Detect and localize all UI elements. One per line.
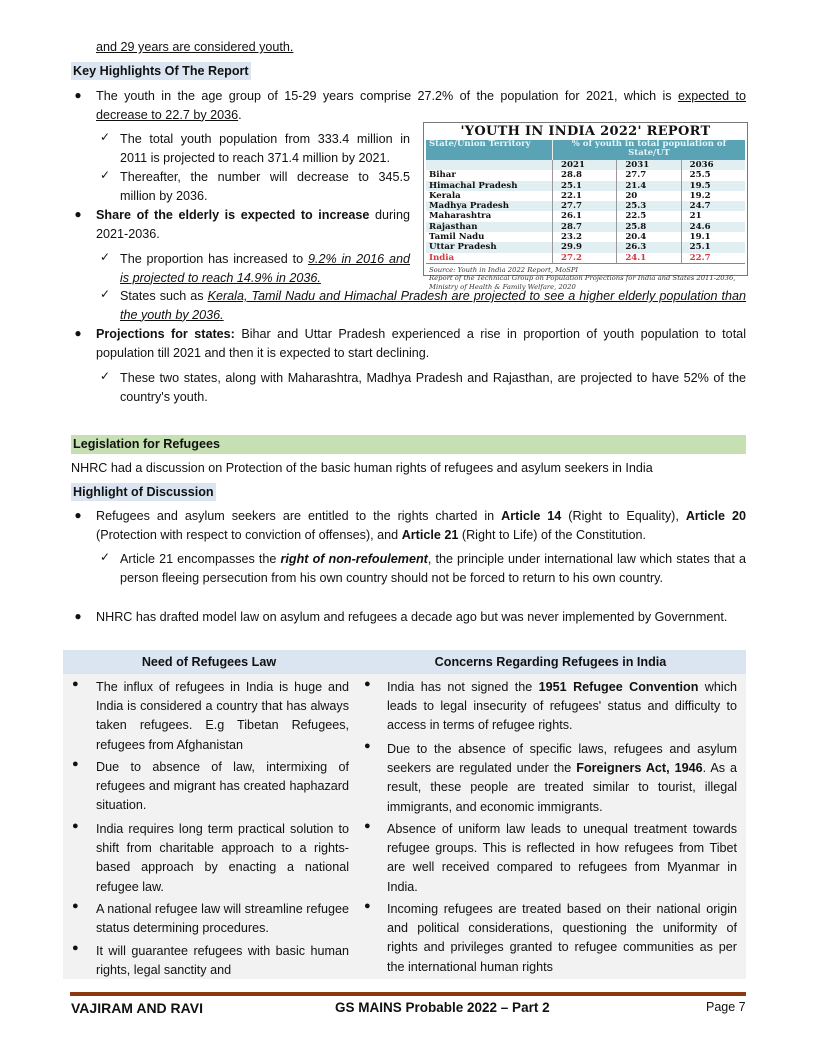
bullet-icon: ● — [72, 942, 79, 954]
intro-line: and 29 years are considered youth. — [96, 40, 294, 54]
refugees-bullet-articles: Refugees and asylum seekers are entitled to the rights charted in Article 14 (Right to Equality), Article 20 (Protection with respect to conviction of offenses), and Article 21 (Right to Life) of the Constitution. — [96, 509, 747, 542]
youth-percent-value: 23.2 — [552, 232, 616, 242]
check-icon: ✓ — [100, 130, 111, 144]
bullet-icon: ● — [364, 678, 371, 690]
state-name: Rajasthan — [429, 221, 478, 232]
youth-percent-value: 22.5 — [616, 211, 680, 221]
youth-table-header — [426, 140, 745, 160]
youth-table-title: 'YOUTH IN INDIA 2022' REPORT — [460, 124, 711, 139]
youth-percent-value: 25.8 — [616, 222, 680, 232]
footer-brand: VAJIRAM AND RAVI — [71, 1000, 203, 1016]
youth-table-row — [426, 253, 745, 263]
refugees-intro: NHRC had a discussion on Protection of the basic human rights of refugees and asylum seekers in India — [71, 461, 653, 475]
youth-percent-value: 25.1 — [681, 242, 745, 252]
check-icon: ✓ — [100, 287, 111, 301]
refugees-table-header — [63, 650, 746, 674]
youth-percent-value: 21.4 — [616, 181, 680, 191]
state-name: Bihar — [429, 170, 456, 181]
highlight-bullet-elderly: Share of the elderly is expected to increase during 2021-2036. — [96, 208, 410, 241]
col-header-concerns: Concerns Regarding Refugees in India — [434, 655, 667, 669]
youth-percent-value: 25.5 — [681, 170, 745, 180]
bullet-icon: ● — [72, 900, 79, 912]
youth-percent-value: 19.1 — [681, 232, 745, 242]
highlight-bullet-1: The youth in the age group of 15-29 years comprise 27.2% of the population for 2021, which is expected to decrease to 22.7 by 2036. — [96, 89, 746, 122]
youth-percent-value: 21 — [681, 211, 745, 221]
youth-percent-value: 28.8 — [552, 170, 616, 180]
youth-percent-value: 19.5 — [681, 181, 745, 191]
youth-percent-value: 27.7 — [616, 170, 680, 180]
youth-percent-value: 29.9 — [552, 242, 616, 252]
bullet-icon: ● — [72, 758, 79, 770]
youth-table-row — [426, 232, 745, 242]
state-name: India — [429, 252, 455, 263]
youth-percent-value: 19.2 — [681, 191, 745, 201]
youth-table-row — [426, 170, 745, 180]
state-name: Himachal Pradesh — [429, 180, 518, 191]
highlight-of-discussion-heading: Highlight of Discussion — [73, 485, 214, 499]
sub-point-youth-population: The total youth population from 333.4 million in 2011 is projected to reach 371.4 million by 2021. — [120, 132, 410, 165]
check-icon: ✓ — [100, 369, 111, 383]
bullet-icon: ● — [72, 678, 79, 690]
bullet-icon: ● — [74, 609, 82, 623]
year-header: 2021 — [552, 160, 616, 170]
youth-percent-value: 25.1 — [552, 181, 616, 191]
youth-percent-value: 26.1 — [552, 211, 616, 221]
footer-title: GS MAINS Probable 2022 – Part 2 — [335, 1000, 550, 1015]
state-name: Maharashtra — [429, 211, 492, 222]
youth-percent-value: 22.7 — [681, 253, 745, 263]
youth-percent-value: 20.4 — [616, 232, 680, 242]
youth-in-india-table — [423, 122, 748, 291]
key-highlights-heading: Key Highlights Of The Report — [73, 64, 249, 78]
refugees-bullet-nhrc-model-law: NHRC has drafted model law on asylum and refugees a decade ago but was never implemented by Government. — [96, 610, 728, 624]
youth-percent-value: 20 — [616, 191, 680, 201]
year-header: 2031 — [616, 160, 680, 170]
bullet-icon: ● — [74, 508, 82, 522]
refugees-table-body: ● The influx of refugees in India is huge and India is considered a country that has always taken refugees. E.g Tibetan Refugees, refugees from Afghanistan ● Due to absence of law, intermixing of refugees and migrant has created haphazard situation. ● India requires long term practical solution to shift from charitable approach to a rights-based approach by enacting a national refugee law. ● A national refugee law will streamline refugee status determining procedures. ● It will guarantee refugees with basic human rights, legal sanctity and ● India has not signed the 1951 Refugee Convention which leads to legal insecurity of refugees' status and difficulty to access in terms of refugee rights. ● Due to the absence of specific laws, refugees and asylum seekers are regulated under the Foreigners Act, 1946. As a result, these people are treated similar to tourist, illegal immigrants, and economic immigrants. ● Absence of uniform law leads to unequal treatment towards refugee groups. This is reflected in how refugees from Tibet are well received compared to refugees from Myanmar in India. ● Incoming refugees are treated based on their national origin and political considerations, questioning the uniformity of rights and privileges granted to refugee communities as per the international human rights — [63, 674, 746, 979]
youth-percent-value: 24.7 — [681, 201, 745, 211]
youth-table-col-group: % of youth in total population of State/UT — [552, 140, 745, 160]
youth-table-row — [426, 191, 745, 201]
youth-table-row — [426, 211, 745, 221]
youth-percent-value: 24.6 — [681, 222, 745, 232]
sub-point-five-states: These two states, along with Maharashtra, Madhya Pradesh and Rajasthan, are projected to have 52% of the country's youth. — [120, 371, 746, 404]
youth-percent-value: 28.7 — [552, 222, 616, 232]
bullet-icon: ● — [74, 326, 82, 340]
youth-percent-value: 27.2 — [552, 253, 616, 263]
state-name: Uttar Pradesh — [429, 242, 497, 253]
sub-point-states-elderly: States such as Kerala, Tamil Nadu and Himachal Pradesh are projected to see a higher elderly population than the youth by 2036. — [120, 289, 747, 322]
bullet-icon: ● — [72, 820, 79, 832]
bullet-icon: ● — [74, 88, 82, 102]
state-name: Madhya Pradesh — [429, 201, 510, 212]
state-name: Tamil Nadu — [429, 232, 485, 243]
youth-table-year-row — [426, 160, 745, 170]
check-icon: ✓ — [100, 168, 111, 182]
state-name: Kerala — [429, 190, 461, 201]
sub-point-decrease: Thereafter, the number will decrease to 345.5 million by 2036. — [120, 170, 410, 203]
col-header-need: Need of Refugees Law — [141, 655, 277, 669]
year-header: 2036 — [681, 160, 745, 170]
youth-table-row — [426, 201, 745, 211]
check-icon: ✓ — [100, 550, 111, 564]
refugees-sub-non-refoulement: Article 21 encompasses the right of non-refoulement, the principle under international law which states that a person fleeing persecution from his own country should not be forced to return to his own country. — [120, 552, 747, 585]
youth-table-row — [426, 222, 745, 232]
refugees-comparison-table — [63, 650, 746, 979]
youth-percent-value: 27.7 — [552, 201, 616, 211]
youth-percent-value: 22.1 — [552, 191, 616, 201]
youth-table-row — [426, 242, 745, 252]
youth-table-source: Source: Youth in India 2022 Report, MoSPI Report of the Technical Group on Population Projections for India and States 2011-2036, Ministry of Health & Family Welfare, 2020 — [426, 263, 745, 291]
youth-percent-value: 26.3 — [616, 242, 680, 252]
highlight-bullet-projections: Projections for states: Bihar and Uttar Pradesh experienced a rise in proportion of youth population to total population till 2021 and then it is expected to start declining. — [96, 327, 746, 360]
youth-table-row — [426, 181, 745, 191]
youth-table-col-state: State/Union Territory — [429, 139, 531, 149]
footer-page-number: Page 7 — [706, 1000, 746, 1014]
bullet-icon: ● — [364, 740, 371, 752]
youth-table-body — [424, 160, 747, 263]
bullet-icon: ● — [74, 207, 82, 221]
bullet-icon: ● — [364, 820, 371, 832]
youth-percent-value: 24.1 — [616, 253, 680, 263]
check-icon: ✓ — [100, 250, 111, 264]
youth-percent-value: 25.3 — [616, 201, 680, 211]
footer-divider — [70, 992, 746, 996]
bullet-icon: ● — [364, 900, 371, 912]
sub-point-proportion: The proportion has increased to 9.2% in 2016 and is projected to reach 14.9% in 2036. — [120, 252, 410, 285]
section-title-refugees: Legislation for Refugees — [71, 435, 746, 454]
